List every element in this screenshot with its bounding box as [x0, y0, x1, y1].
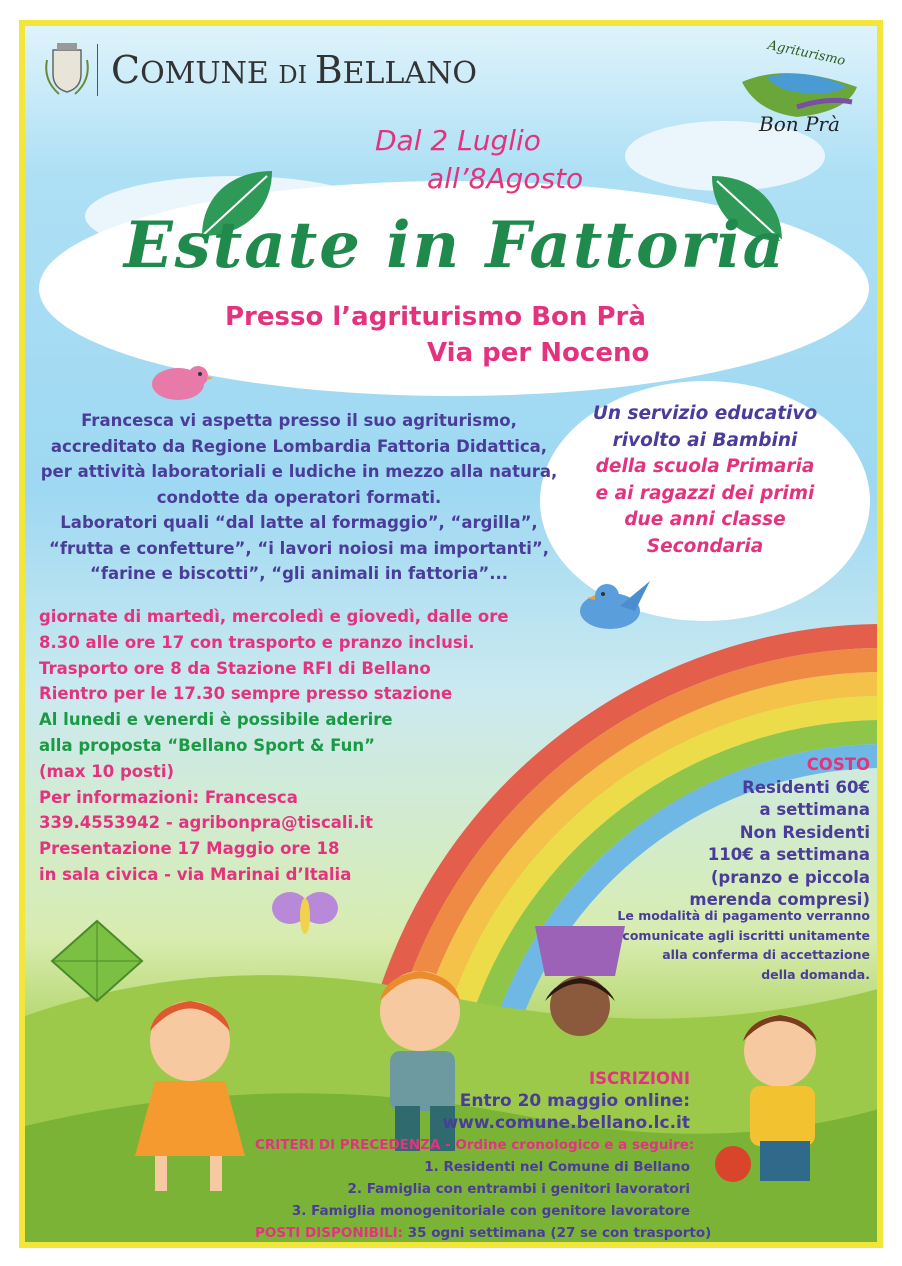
butterfly-icon: [270, 886, 340, 941]
logo-text-agriturismo: Agriturismo: [766, 37, 847, 70]
blue-bird-icon: [565, 571, 655, 641]
service-line: due anni classe: [624, 509, 786, 530]
intro-line: accreditato da Regione Lombardia Fattoria Didattica,: [50, 436, 548, 456]
service-line: Secondaria: [646, 535, 764, 557]
service-line: e ai ragazzi dei primi: [595, 482, 815, 504]
posti-value: 35 ogni settimana (27 se con trasporto): [403, 1225, 712, 1241]
posti-label: POSTI DISPONIBILI:: [255, 1225, 404, 1241]
criteri-precedenza: CRITERI DI PRECEDENZA - Ordine cronologico e a seguire:: [255, 1137, 695, 1153]
costo-line: a settimana: [759, 800, 870, 819]
details-line: Trasporto ore 8 da Stazione RFI di Bellano: [39, 658, 431, 678]
criteri-item: 2. Famiglia con entrambi i genitori lavoratori: [347, 1181, 690, 1197]
costo-line: (pranzo e piccola: [710, 867, 870, 887]
details-line: Per informazioni: Francesca: [39, 787, 298, 807]
costo-line: Non Residenti: [739, 822, 870, 842]
details-line: giornate di martedì, mercoledì e giovedì, dalle ore: [39, 607, 509, 626]
header-divider: [97, 44, 98, 96]
poster: [19, 20, 883, 1248]
intro-line: Francesca vi aspetta presso il suo agriturismo,: [81, 411, 517, 430]
costo-note-line: comunicate agli iscritti unitamente: [622, 927, 870, 943]
costo-section: [585, 754, 870, 912]
service-line: Un servizio educativo: [592, 403, 818, 424]
costo-line: 110€ a settimana: [707, 845, 870, 864]
posti-disponibili: [255, 1222, 712, 1244]
details-line: 8.30 alle ore 17 con trasporto e pranzo inclusi.: [39, 632, 475, 652]
intro-line: Laboratori quali “dal latte al formaggio”, “argilla”,: [60, 513, 538, 532]
details-list: [39, 604, 509, 888]
agriturismo-logo: [737, 37, 867, 142]
iscrizioni-deadline: Entro 20 maggio online:: [459, 1091, 690, 1111]
costo-note: [565, 906, 870, 984]
criteri-list: [255, 1156, 690, 1222]
iscrizioni-section: [255, 1068, 712, 1244]
details-line: (max 10 posti): [39, 761, 175, 781]
location-line1: Presso l’agriturismo Bon Prà: [225, 302, 646, 332]
costo-title: COSTO: [806, 755, 870, 774]
girl-illustration: [95, 986, 265, 1196]
intro-paragraph: [39, 408, 559, 587]
costo-line: Residenti 60€: [742, 777, 870, 797]
pink-bird-icon: [143, 356, 213, 406]
criteri-item: 3. Famiglia monogenitoriale con genitore lavoratore: [291, 1203, 690, 1219]
comune-title: COMUNE DI BELLANO: [111, 48, 477, 92]
costo-lines: [585, 777, 870, 912]
intro-line: condotte da operatori formati.: [156, 487, 442, 507]
service-description: [560, 401, 850, 560]
details-line: in sala civica - via Marinai d’Italia: [39, 864, 352, 884]
location-line2: Via per Noceno: [427, 338, 650, 368]
intro-line: per attività laboratoriali e ludiche in mezzo alla natura,: [40, 462, 558, 481]
criteri-item: 1. Residenti nel Comune di Bellano: [424, 1159, 690, 1175]
service-line: rivolto ai Bambini: [612, 429, 798, 451]
costo-line: merenda compresi): [689, 890, 870, 909]
main-title: Estate in Fattoria: [123, 208, 787, 283]
logo-text-bonpra: Bon Prà: [759, 112, 840, 136]
iscrizioni-website-link[interactable]: www.comune.bellano.lc.it: [442, 1113, 690, 1133]
intro-line: “farine e biscotti”, “gli animali in fattoria”...: [89, 564, 509, 583]
iscrizioni-title: ISCRIZIONI: [588, 1069, 690, 1088]
details-line: 339.4553942 - agribonpra@tiscali.it: [39, 813, 374, 833]
costo-note-line: alla conferma di accettazione: [662, 947, 870, 962]
ball-icon: [713, 1144, 753, 1184]
details-line: alla proposta “Bellano Sport & Fun”: [39, 735, 375, 755]
details-line: Al lunedi e venerdi è possibile aderire: [39, 710, 393, 730]
service-line: della scuola Primaria: [595, 456, 815, 477]
dates-line2: all’8Agosto: [427, 162, 584, 195]
details-line: Presentazione 17 Maggio ore 18: [39, 839, 340, 859]
costo-note-line: della domanda.: [761, 966, 870, 982]
dates-line1: Dal 2 Luglio: [375, 124, 541, 157]
coat-of-arms-icon: [39, 40, 95, 98]
details-line: Rientro per le 17.30 sempre presso stazione: [39, 684, 453, 704]
intro-line: “frutta e confetture”, “i lavori noiosi ma importanti”,: [48, 538, 550, 558]
costo-note-line: Le modalità di pagamento verranno: [617, 908, 870, 923]
